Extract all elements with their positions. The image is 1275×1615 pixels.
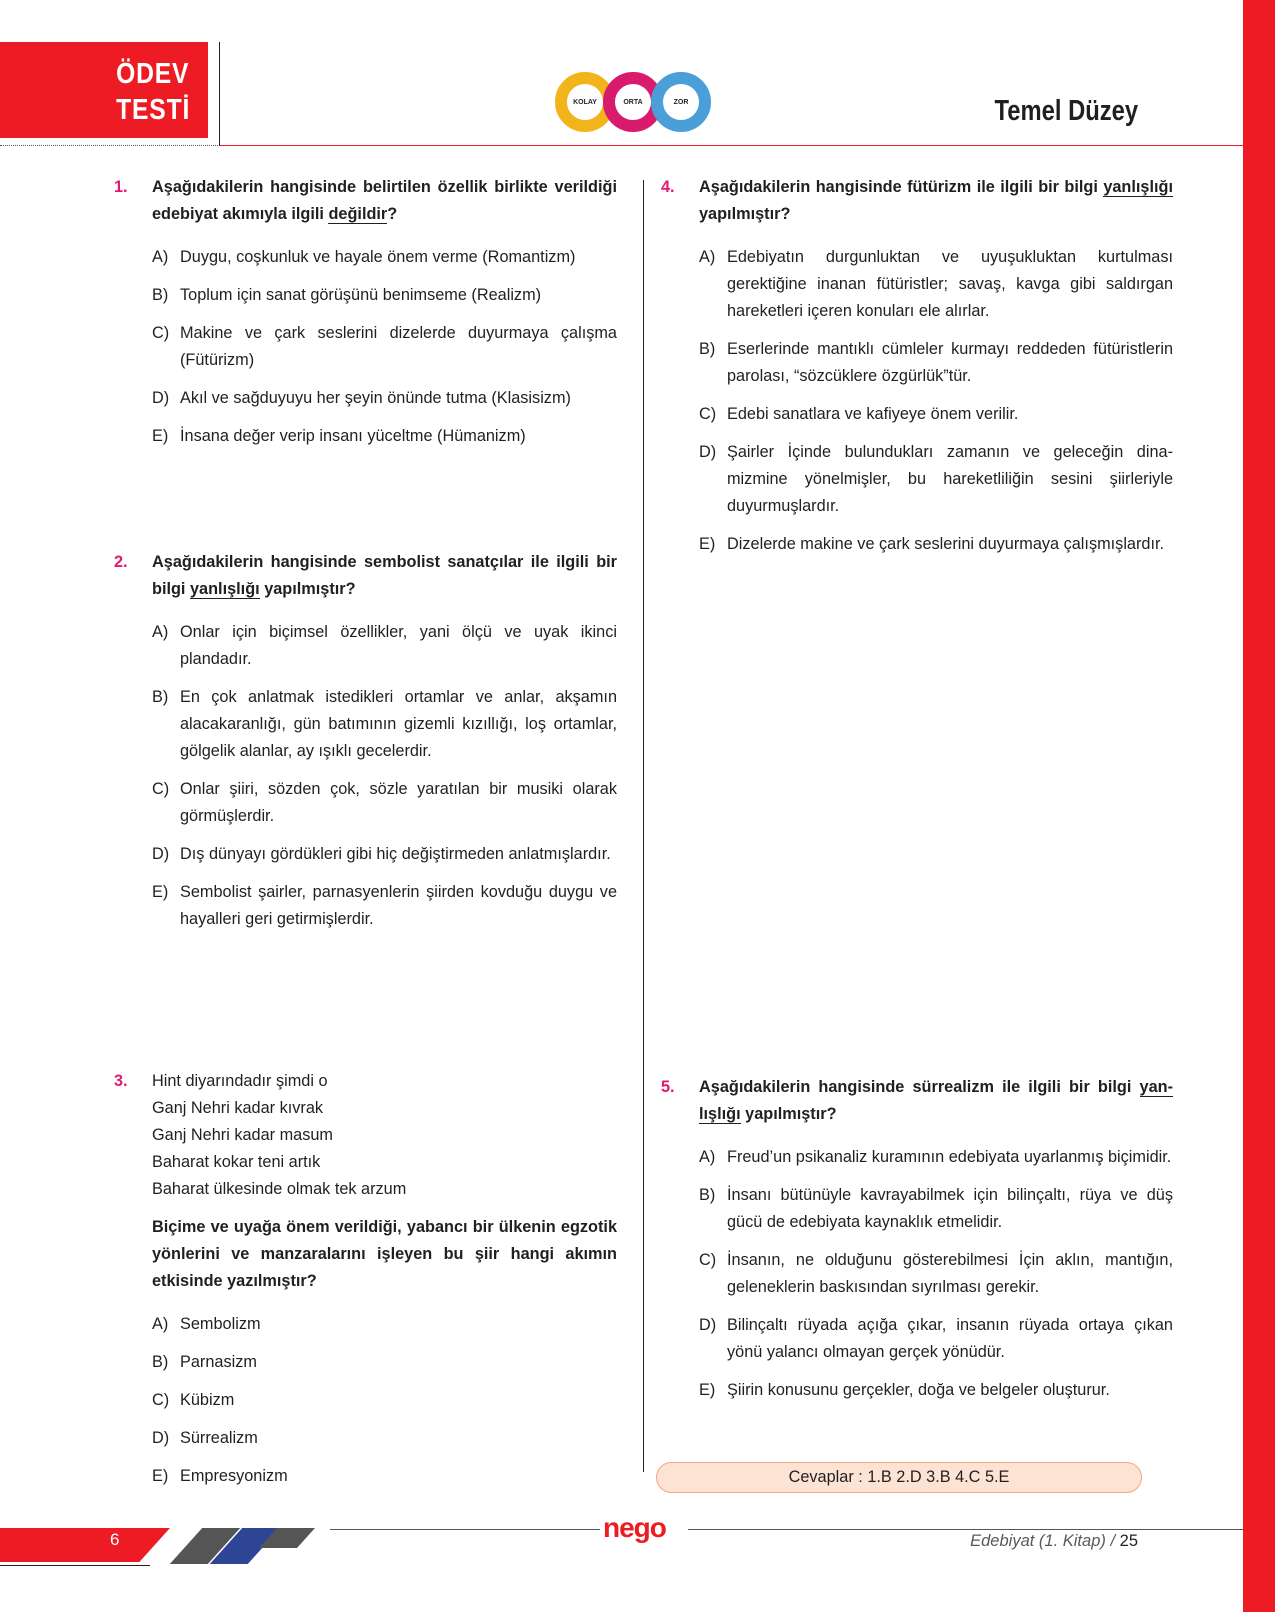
stem-text: yapılmıştır?	[699, 205, 791, 223]
option-text: Dizelerde makine ve çark seslerini duyurmaya çalışmışlardır.	[727, 535, 1165, 553]
option-text: Sürrealizm	[180, 1429, 258, 1447]
book-page-number: 25	[1119, 1532, 1138, 1550]
option-label: E)	[152, 883, 169, 901]
option-text: Onlar için biçimsel özellikler, yani ölçü ve uyak ikinci plandadır.	[180, 623, 617, 668]
option-text: Freud’un psikanaliz kuramının edebiyata uyarlanmış biçimidir.	[727, 1148, 1172, 1166]
question-3	[114, 1068, 617, 1490]
option-text: Duygu, coşkunluk ve hayale önem verme (Romantizm)	[180, 248, 576, 266]
option-b[interactable]	[152, 684, 617, 765]
level-title: Temel Düzey	[994, 95, 1138, 127]
option-d[interactable]	[152, 1425, 617, 1452]
stem-emphasis: yanlışlığı	[1103, 178, 1173, 196]
option-text: Kübizm	[180, 1391, 235, 1409]
stem-text: Aşağıdakilerin hangisinde fütürizm ile ilgili bir bilgi	[699, 178, 1104, 196]
difficulty-rings	[555, 72, 715, 136]
option-c[interactable]	[152, 320, 617, 374]
option-text: Sembolizm	[180, 1315, 261, 1333]
option-label: B)	[699, 340, 716, 358]
option-label: B)	[152, 286, 169, 304]
option-label: A)	[152, 1315, 169, 1333]
option-text: Dış dünyayı gördükleri gibi hiç değiştirmeden anlatmışlardır.	[180, 845, 611, 863]
stem-emphasis: yanlışlığı	[189, 580, 260, 598]
option-text: En çok anlatmak istedikleri ortamlar ve anlar, akşamın alacakaranlığı, gün batımının gizemli kızıllığı, loş ortamlar, gölgelik alanlar, ay ışıklı gecelerdir.	[180, 688, 617, 760]
page-edge-bar	[1243, 0, 1275, 1612]
option-a[interactable]	[152, 1311, 617, 1338]
option-a[interactable]	[152, 244, 617, 271]
book-title	[970, 1532, 1138, 1551]
option-label: A)	[699, 248, 716, 266]
option-text: Edebi sanatlara ve kafiyeye önem verilir.	[727, 405, 1019, 423]
option-text: Şiirin konusunu gerçekler, doğa ve belgeler oluşturur.	[727, 1381, 1110, 1399]
option-e[interactable]	[699, 531, 1173, 558]
question-stem	[699, 1074, 1173, 1128]
question-1	[114, 174, 617, 450]
option-text: İnsanın, ne olduğunu gösterebilmesi İçin aklın, mantığın, geleneklerin baskısından sıyrılması gerekir.	[727, 1251, 1173, 1296]
poem-line: Ganj Nehri kadar kıvrak	[152, 1099, 324, 1117]
option-c[interactable]	[152, 776, 617, 830]
poem-line: Ganj Nehri kadar masum	[152, 1126, 333, 1144]
question-number: 2.	[114, 553, 128, 571]
question-5	[661, 1074, 1173, 1404]
stem-text: yapılmıştır?	[740, 1105, 837, 1123]
option-text: Eserlerinde mantıklı cümleler kurmayı reddeden fütüristlerin parolası, “sözcüklere özgürlük”tür.	[727, 340, 1173, 385]
option-text: Sembolist şairler, parnasyenlerin şiirden kovduğu duygu ve hayalleri geri getirmişlerdir.	[180, 883, 617, 928]
option-label: E)	[152, 1467, 169, 1485]
footer-underline	[0, 1565, 150, 1566]
ring-label: ZOR	[673, 98, 689, 106]
column-divider	[643, 180, 644, 1472]
stem-text: yapılmıştır?	[259, 580, 356, 598]
option-label: C)	[152, 324, 170, 342]
option-text: Bilinçaltı rüyada açığa çıkar, insanın rüyada ortaya çıkan yönü yalancı olmayan gerçek yönüdür.	[727, 1316, 1173, 1361]
poem-line: Hint diyarındadır şimdi o	[152, 1072, 328, 1090]
question-stem: Biçime ve uyağa önem verildiği, yabancı bir ülkenin egzotik yönlerini ve manzaralarını işleyen bu şiir hangi akımın etkisinde yazılmıştır?	[152, 1218, 617, 1290]
option-label: A)	[152, 623, 169, 641]
question-number: 4.	[661, 178, 675, 196]
option-d[interactable]	[699, 439, 1173, 520]
stem-emphasis: değildir	[328, 205, 388, 223]
option-label: B)	[152, 1353, 169, 1371]
poem-line: Baharat kokar teni artık	[152, 1153, 321, 1171]
option-b[interactable]	[152, 282, 617, 309]
option-label: C)	[152, 1391, 170, 1409]
option-label: C)	[699, 1251, 717, 1269]
option-b[interactable]	[152, 1349, 617, 1376]
question-stem	[152, 549, 617, 603]
question-stem	[152, 174, 617, 228]
option-label: A)	[699, 1148, 716, 1166]
option-a[interactable]	[152, 619, 617, 673]
poem-excerpt	[152, 1068, 617, 1203]
option-text: Empresyonizm	[180, 1467, 288, 1485]
option-text: Parnasizm	[180, 1353, 257, 1371]
header-rule	[220, 145, 1243, 146]
option-label: E)	[699, 535, 716, 553]
footer-rule-left	[330, 1529, 600, 1530]
ring-label: KOLAY	[573, 98, 597, 106]
option-text: Toplum için sanat görüşünü benimseme (Realizm)	[180, 286, 542, 304]
option-a[interactable]	[699, 1144, 1173, 1171]
stem-emphasis: yanlışlığı	[699, 1078, 1173, 1123]
option-text: Şairler İçinde bulundukları zamanın ve geleceğin dinamizmine yönelmişler, bu hareketliliğin sesini şiirleriyle duyurmuşlardır.	[727, 443, 1173, 515]
option-text: Makine ve çark seslerini dizelerde duyurmaya çalışma (Fütürizm)	[180, 324, 617, 369]
page-number: 6	[110, 1530, 120, 1549]
option-label: E)	[699, 1381, 716, 1399]
poem-line: Baharat ülkesinde olmak tek arzum	[152, 1180, 407, 1198]
option-c[interactable]	[152, 1387, 617, 1414]
option-label: D)	[152, 845, 170, 863]
option-label: D)	[152, 1429, 170, 1447]
option-e[interactable]	[152, 423, 617, 450]
answer-key: Cevaplar : 1.B 2.D 3.B 4.C 5.E	[656, 1462, 1142, 1493]
badge-line-1: ÖDEV	[115, 58, 190, 90]
book-title-text: Edebiyat (1. Kitap) /	[970, 1532, 1116, 1550]
option-c[interactable]	[699, 401, 1173, 428]
stem-text: Aşağıdakilerin hangisinde sembolist sanatçılar ile ilgili bir bilgi	[152, 553, 617, 598]
stem-text: Aşağıdakilerin hangisinde sürrealizm ile ilgili bir bilgi	[699, 1078, 1140, 1096]
publisher-logo: nego	[603, 1512, 666, 1543]
option-label: C)	[152, 780, 170, 798]
option-label: D)	[699, 1316, 717, 1334]
badge-line-2: TESTİ	[115, 94, 190, 126]
option-e[interactable]	[152, 879, 617, 933]
option-e[interactable]	[699, 1377, 1173, 1404]
footer-rule-right	[688, 1529, 1243, 1530]
option-label: D)	[152, 389, 170, 407]
footer-page-tab	[0, 1528, 170, 1562]
stem-text: ?	[387, 205, 398, 223]
test-type-title	[116, 56, 190, 128]
option-d[interactable]	[152, 385, 617, 412]
stem-text: Aşağıdakilerin hangisinde belirtilen özellik birlikte verildiği edebiyat akımıyla ilgili	[152, 178, 617, 223]
difficulty-ring-zor	[651, 72, 711, 132]
option-label: B)	[152, 688, 169, 706]
question-2	[114, 549, 617, 933]
option-b[interactable]	[699, 1182, 1173, 1236]
option-text: Edebiyatın durgunluktan ve uyuşukluktan kurtulması gerektiğine inanan fütüristler; savaş, kavga gibi saldırgan hareketleri içeren konuları ele alırlar.	[727, 248, 1173, 320]
option-text: İnsana değer verip insanı yüceltme (Hümanizm)	[180, 427, 526, 445]
option-text: Onlar şiiri, sözden çok, sözle yaratılan bir musiki olarak görmüşlerdir.	[180, 780, 617, 825]
header-badge	[0, 42, 208, 138]
option-d[interactable]	[699, 1312, 1173, 1366]
question-number: 3.	[114, 1072, 128, 1090]
option-label: D)	[699, 443, 717, 461]
option-b[interactable]	[699, 336, 1173, 390]
option-e[interactable]	[152, 1463, 617, 1490]
question-number: 1.	[114, 178, 128, 196]
ring-label: ORTA	[623, 98, 643, 106]
option-c[interactable]	[699, 1247, 1173, 1301]
option-label: E)	[152, 427, 169, 445]
option-label: A)	[152, 248, 169, 266]
question-number: 5.	[661, 1078, 675, 1096]
option-a[interactable]	[699, 244, 1173, 325]
option-label: B)	[699, 1186, 716, 1204]
question-stem	[699, 174, 1173, 228]
option-text: Akıl ve sağduyuyu her şeyin önünde tutma (Klasisizm)	[180, 389, 571, 407]
question-4	[661, 174, 1173, 558]
option-text: İnsanı bütünüyle kavrayabilmek için bilinçaltı, rüya ve düş gücü de edebiyata kaynaklık etmelidir.	[727, 1186, 1173, 1231]
option-d[interactable]	[152, 841, 617, 868]
option-label: C)	[699, 405, 717, 423]
